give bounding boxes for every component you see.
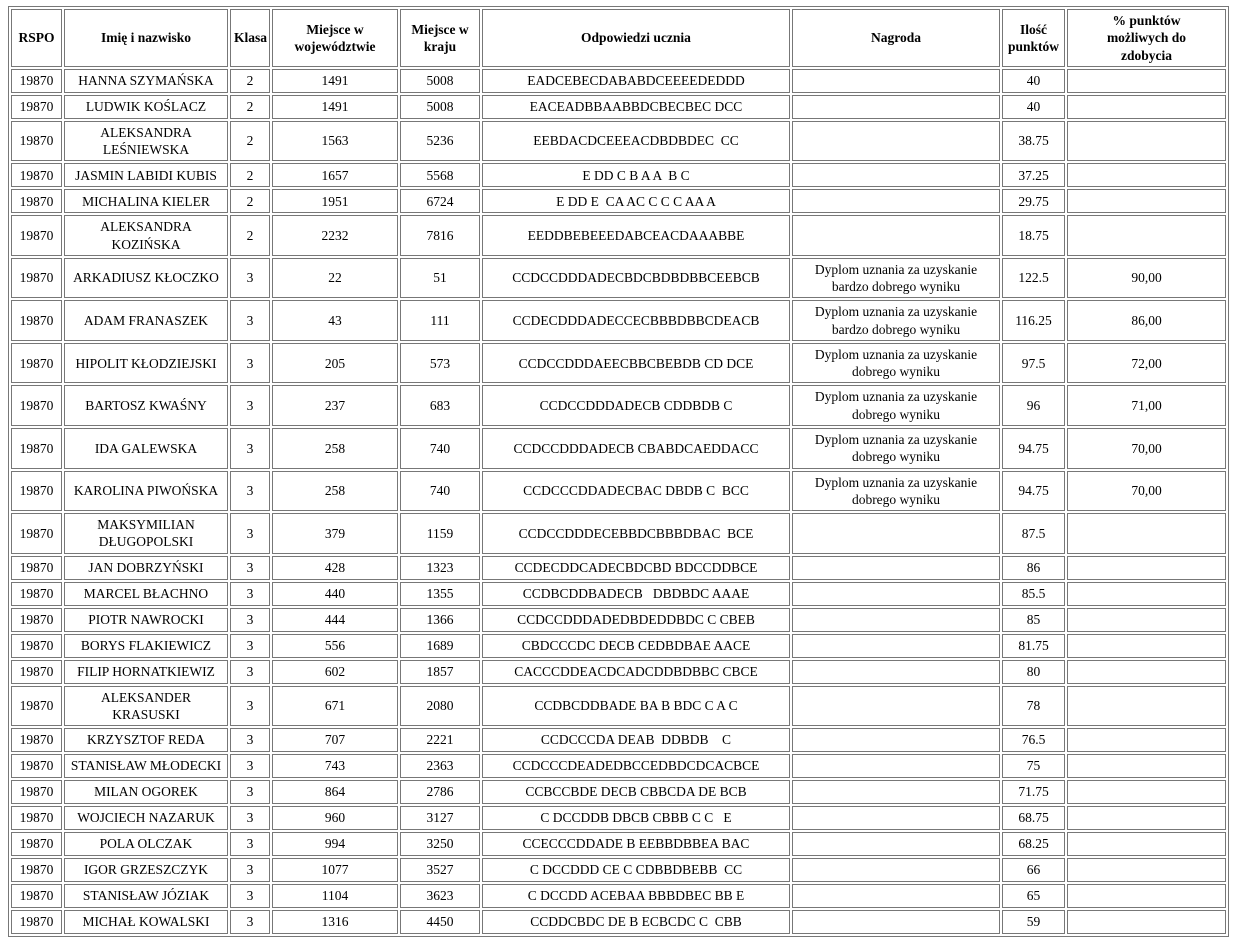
cell-percent <box>1067 582 1226 606</box>
cell-rspo: 19870 <box>11 428 62 469</box>
cell-points: 65 <box>1002 884 1065 908</box>
cell-rspo: 19870 <box>11 189 62 213</box>
cell-rspo: 19870 <box>11 686 62 727</box>
cell-points: 85 <box>1002 608 1065 632</box>
cell-rspo: 19870 <box>11 806 62 830</box>
cell-place-voivodeship: 440 <box>272 582 398 606</box>
table-body <box>11 69 1226 934</box>
cell-points: 18.75 <box>1002 215 1065 256</box>
cell-rspo: 19870 <box>11 300 62 341</box>
cell-points: 76.5 <box>1002 728 1065 752</box>
cell-class: 3 <box>230 343 270 384</box>
cell-percent <box>1067 754 1226 778</box>
cell-answers: CCDDCBDC DE B ECBCDC C CBB <box>482 910 790 934</box>
cell-rspo: 19870 <box>11 754 62 778</box>
header-cell-points: Ilość punktów <box>1002 9 1065 67</box>
cell-place-country: 5568 <box>400 163 480 187</box>
cell-place-voivodeship: 428 <box>272 556 398 580</box>
cell-class: 3 <box>230 428 270 469</box>
cell-name: ALEKSANDER KRASUSKI <box>64 686 228 727</box>
cell-percent <box>1067 69 1226 93</box>
table-row <box>11 910 1226 934</box>
table-row <box>11 754 1226 778</box>
cell-rspo: 19870 <box>11 634 62 658</box>
cell-answers: CCDCCDDDADECBDCBDBDBBCEEBCB <box>482 258 790 299</box>
cell-points: 94.75 <box>1002 471 1065 512</box>
cell-award <box>792 163 1000 187</box>
cell-award <box>792 910 1000 934</box>
cell-percent <box>1067 163 1226 187</box>
cell-award <box>792 728 1000 752</box>
cell-rspo: 19870 <box>11 163 62 187</box>
cell-award: Dyplom uznania za uzyskanie dobrego wyniku <box>792 343 1000 384</box>
cell-class: 3 <box>230 608 270 632</box>
cell-award <box>792 832 1000 856</box>
cell-answers: CCDBCDDBADECB DBDBDC AAAE <box>482 582 790 606</box>
cell-points: 38.75 <box>1002 121 1065 162</box>
header-cell-place-country: Miejsce w kraju <box>400 9 480 67</box>
cell-rspo: 19870 <box>11 215 62 256</box>
cell-place-country: 6724 <box>400 189 480 213</box>
cell-place-country: 5008 <box>400 95 480 119</box>
cell-award <box>792 806 1000 830</box>
table-row <box>11 471 1226 512</box>
cell-place-country: 740 <box>400 471 480 512</box>
header-cell-rspo: RSPO <box>11 9 62 67</box>
cell-class: 3 <box>230 754 270 778</box>
cell-place-voivodeship: 602 <box>272 660 398 684</box>
cell-answers: E DD C B A A B C <box>482 163 790 187</box>
table-row <box>11 163 1226 187</box>
cell-place-country: 4450 <box>400 910 480 934</box>
cell-place-voivodeship: 707 <box>272 728 398 752</box>
cell-place-country: 683 <box>400 385 480 426</box>
cell-points: 85.5 <box>1002 582 1065 606</box>
cell-points: 59 <box>1002 910 1065 934</box>
cell-rspo: 19870 <box>11 832 62 856</box>
cell-answers: CCDCCDDDADECB CDDBDB C <box>482 385 790 426</box>
cell-points: 116.25 <box>1002 300 1065 341</box>
cell-place-voivodeship: 1104 <box>272 884 398 908</box>
cell-points: 40 <box>1002 95 1065 119</box>
cell-percent <box>1067 686 1226 727</box>
cell-award: Dyplom uznania za uzyskanie dobrego wyniku <box>792 428 1000 469</box>
cell-place-voivodeship: 2232 <box>272 215 398 256</box>
cell-percent <box>1067 660 1226 684</box>
cell-name: IGOR GRZESZCZYK <box>64 858 228 882</box>
cell-award <box>792 780 1000 804</box>
cell-points: 87.5 <box>1002 513 1065 554</box>
cell-place-country: 1355 <box>400 582 480 606</box>
cell-rspo: 19870 <box>11 95 62 119</box>
cell-rspo: 19870 <box>11 858 62 882</box>
cell-answers: C DCCDD ACEBAA BBBDBEC BB E <box>482 884 790 908</box>
cell-points: 40 <box>1002 69 1065 93</box>
cell-name: ALEKSANDRA LEŚNIEWSKA <box>64 121 228 162</box>
cell-percent <box>1067 832 1226 856</box>
cell-points: 68.25 <box>1002 832 1065 856</box>
cell-class: 3 <box>230 582 270 606</box>
cell-name: LUDWIK KOŚLACZ <box>64 95 228 119</box>
cell-percent <box>1067 634 1226 658</box>
cell-place-country: 1366 <box>400 608 480 632</box>
cell-place-country: 7816 <box>400 215 480 256</box>
cell-place-voivodeship: 43 <box>272 300 398 341</box>
cell-percent <box>1067 121 1226 162</box>
cell-rspo: 19870 <box>11 728 62 752</box>
cell-place-country: 3127 <box>400 806 480 830</box>
cell-place-country: 3250 <box>400 832 480 856</box>
cell-award <box>792 754 1000 778</box>
cell-place-country: 51 <box>400 258 480 299</box>
cell-name: STANISŁAW MŁODECKI <box>64 754 228 778</box>
cell-rspo: 19870 <box>11 780 62 804</box>
cell-points: 122.5 <box>1002 258 1065 299</box>
cell-name: KRZYSZTOF REDA <box>64 728 228 752</box>
cell-answers: EEDDBEBEEEDABCEACDAAABBE <box>482 215 790 256</box>
cell-name: BARTOSZ KWAŚNY <box>64 385 228 426</box>
cell-place-voivodeship: 444 <box>272 608 398 632</box>
table-row <box>11 385 1226 426</box>
cell-answers: CCECCCDDADE B EEBBDBBEA BAC <box>482 832 790 856</box>
cell-points: 86 <box>1002 556 1065 580</box>
cell-place-country: 1323 <box>400 556 480 580</box>
table-row <box>11 343 1226 384</box>
table-row <box>11 513 1226 554</box>
cell-percent <box>1067 556 1226 580</box>
cell-answers: CCBCCBDE DECB CBBCDA DE BCB <box>482 780 790 804</box>
cell-rspo: 19870 <box>11 582 62 606</box>
cell-answers: C DCCDDD CE C CDBBDBEBB CC <box>482 858 790 882</box>
cell-award <box>792 121 1000 162</box>
cell-answers: EEBDACDCEEEACDBDBDEC CC <box>482 121 790 162</box>
cell-rspo: 19870 <box>11 121 62 162</box>
cell-place-country: 3527 <box>400 858 480 882</box>
cell-percent <box>1067 215 1226 256</box>
cell-percent <box>1067 780 1226 804</box>
header-cell-percent: % punktów możliwych do zdobycia <box>1067 9 1226 67</box>
table-row <box>11 121 1226 162</box>
cell-answers: CCDCCCDEADEDBCCEDBDCDCACBCE <box>482 754 790 778</box>
cell-answers: CCDCCDDDADECB CBABDCAEDDACC <box>482 428 790 469</box>
cell-name: ALEKSANDRA KOZIŃSKA <box>64 215 228 256</box>
cell-rspo: 19870 <box>11 471 62 512</box>
cell-percent: 72,00 <box>1067 343 1226 384</box>
cell-place-voivodeship: 22 <box>272 258 398 299</box>
table-row <box>11 582 1226 606</box>
cell-award: Dyplom uznania za uzyskanie bardzo dobrego wyniku <box>792 258 1000 299</box>
table-row <box>11 189 1226 213</box>
cell-percent <box>1067 513 1226 554</box>
cell-class: 3 <box>230 660 270 684</box>
cell-class: 2 <box>230 189 270 213</box>
cell-class: 3 <box>230 910 270 934</box>
cell-award <box>792 582 1000 606</box>
cell-percent: 70,00 <box>1067 471 1226 512</box>
cell-answers: CCDECDDCADECBDCBD BDCCDDBCE <box>482 556 790 580</box>
cell-name: MICHAŁ KOWALSKI <box>64 910 228 934</box>
cell-answers: EADCEBECDABABDCEEEEDEDDD <box>482 69 790 93</box>
cell-rspo: 19870 <box>11 608 62 632</box>
cell-place-country: 1857 <box>400 660 480 684</box>
cell-place-country: 2080 <box>400 686 480 727</box>
cell-place-voivodeship: 1951 <box>272 189 398 213</box>
cell-name: MILAN OGOREK <box>64 780 228 804</box>
table-row <box>11 686 1226 727</box>
cell-class: 3 <box>230 513 270 554</box>
cell-class: 2 <box>230 163 270 187</box>
cell-rspo: 19870 <box>11 556 62 580</box>
cell-percent <box>1067 608 1226 632</box>
cell-name: WOJCIECH NAZARUK <box>64 806 228 830</box>
header-cell-award: Nagroda <box>792 9 1000 67</box>
cell-percent <box>1067 189 1226 213</box>
cell-class: 3 <box>230 832 270 856</box>
cell-class: 3 <box>230 258 270 299</box>
cell-class: 3 <box>230 780 270 804</box>
cell-class: 2 <box>230 215 270 256</box>
cell-answers: CCDCCCDA DEAB DDBDB C <box>482 728 790 752</box>
cell-class: 3 <box>230 385 270 426</box>
cell-place-voivodeship: 1077 <box>272 858 398 882</box>
cell-place-country: 5008 <box>400 69 480 93</box>
cell-place-voivodeship: 1491 <box>272 69 398 93</box>
cell-place-voivodeship: 379 <box>272 513 398 554</box>
cell-rspo: 19870 <box>11 385 62 426</box>
cell-answers: CBDCCCDC DECB CEDBDBAE AACE <box>482 634 790 658</box>
cell-points: 96 <box>1002 385 1065 426</box>
cell-name: POLA OLCZAK <box>64 832 228 856</box>
table-row <box>11 300 1226 341</box>
cell-percent <box>1067 910 1226 934</box>
cell-place-voivodeship: 994 <box>272 832 398 856</box>
cell-rspo: 19870 <box>11 910 62 934</box>
cell-class: 3 <box>230 634 270 658</box>
cell-award <box>792 660 1000 684</box>
cell-place-voivodeship: 205 <box>272 343 398 384</box>
cell-name: HANNA SZYMAŃSKA <box>64 69 228 93</box>
cell-points: 97.5 <box>1002 343 1065 384</box>
cell-answers: CCDECDDDADECCECBBBDBBCDEACB <box>482 300 790 341</box>
cell-answers: CCDCCDDDECEBBDCBBBDBAC BCE <box>482 513 790 554</box>
cell-name: MARCEL BŁACHNO <box>64 582 228 606</box>
table-row <box>11 728 1226 752</box>
header-cell-name: Imię i nazwisko <box>64 9 228 67</box>
cell-class: 3 <box>230 556 270 580</box>
cell-name: MICHALINA KIELER <box>64 189 228 213</box>
cell-award <box>792 513 1000 554</box>
table-row <box>11 215 1226 256</box>
cell-points: 75 <box>1002 754 1065 778</box>
header-cell-answers: Odpowiedzi ucznia <box>482 9 790 67</box>
cell-award: Dyplom uznania za uzyskanie dobrego wyniku <box>792 471 1000 512</box>
cell-percent: 71,00 <box>1067 385 1226 426</box>
cell-award: Dyplom uznania za uzyskanie dobrego wyniku <box>792 385 1000 426</box>
cell-award <box>792 634 1000 658</box>
cell-rspo: 19870 <box>11 884 62 908</box>
cell-award <box>792 69 1000 93</box>
cell-answers: C DCCDDB DBCB CBBB C C E <box>482 806 790 830</box>
table-row <box>11 608 1226 632</box>
table-row <box>11 69 1226 93</box>
cell-class: 3 <box>230 884 270 908</box>
header-cell-place-voivodeship: Miejsce w województwie <box>272 9 398 67</box>
cell-rspo: 19870 <box>11 258 62 299</box>
cell-name: MAKSYMILIAN DŁUGOPOLSKI <box>64 513 228 554</box>
cell-points: 94.75 <box>1002 428 1065 469</box>
cell-answers: CCDBCDDBADE BA B BDC C A C <box>482 686 790 727</box>
cell-place-country: 5236 <box>400 121 480 162</box>
header-row <box>11 9 1226 67</box>
cell-place-country: 1689 <box>400 634 480 658</box>
cell-award <box>792 686 1000 727</box>
cell-place-voivodeship: 258 <box>272 471 398 512</box>
cell-place-country: 3623 <box>400 884 480 908</box>
cell-percent <box>1067 858 1226 882</box>
table-row <box>11 832 1226 856</box>
cell-rspo: 19870 <box>11 513 62 554</box>
cell-points: 80 <box>1002 660 1065 684</box>
table-row <box>11 428 1226 469</box>
cell-percent <box>1067 806 1226 830</box>
cell-name: PIOTR NAWROCKI <box>64 608 228 632</box>
cell-answers: CACCCDDEACDCADCDDBDBBC CBCE <box>482 660 790 684</box>
cell-answers: E DD E CA AC C C C AA A <box>482 189 790 213</box>
cell-name: ARKADIUSZ KŁOCZKO <box>64 258 228 299</box>
cell-place-voivodeship: 960 <box>272 806 398 830</box>
results-table <box>8 6 1229 937</box>
cell-place-voivodeship: 1563 <box>272 121 398 162</box>
cell-points: 29.75 <box>1002 189 1065 213</box>
cell-award <box>792 95 1000 119</box>
header-cell-class: Klasa <box>230 9 270 67</box>
cell-award <box>792 858 1000 882</box>
cell-name: STANISŁAW JÓZIAK <box>64 884 228 908</box>
cell-answers: CCDCCDDDAEECBBCBEBDB CD DCE <box>482 343 790 384</box>
cell-award <box>792 556 1000 580</box>
cell-class: 3 <box>230 806 270 830</box>
cell-name: ADAM FRANASZEK <box>64 300 228 341</box>
cell-class: 2 <box>230 69 270 93</box>
cell-name: KAROLINA PIWOŃSKA <box>64 471 228 512</box>
cell-class: 3 <box>230 300 270 341</box>
cell-class: 2 <box>230 95 270 119</box>
table-header <box>11 9 1226 67</box>
cell-class: 3 <box>230 858 270 882</box>
cell-name: BORYS FLAKIEWICZ <box>64 634 228 658</box>
cell-class: 3 <box>230 471 270 512</box>
cell-name: JAN DOBRZYŃSKI <box>64 556 228 580</box>
cell-answers: CCDCCDDDADEDBDEDDBDC C CBEB <box>482 608 790 632</box>
table-row <box>11 858 1226 882</box>
cell-percent: 70,00 <box>1067 428 1226 469</box>
table-row <box>11 806 1226 830</box>
table-row <box>11 258 1226 299</box>
cell-points: 78 <box>1002 686 1065 727</box>
cell-percent <box>1067 728 1226 752</box>
cell-name: HIPOLIT KŁODZIEJSKI <box>64 343 228 384</box>
cell-name: IDA GALEWSKA <box>64 428 228 469</box>
cell-name: JASMIN LABIDI KUBIS <box>64 163 228 187</box>
cell-name: FILIP HORNATKIEWIZ <box>64 660 228 684</box>
cell-place-country: 2221 <box>400 728 480 752</box>
cell-place-voivodeship: 556 <box>272 634 398 658</box>
cell-place-country: 2363 <box>400 754 480 778</box>
cell-award: Dyplom uznania za uzyskanie bardzo dobrego wyniku <box>792 300 1000 341</box>
cell-points: 71.75 <box>1002 780 1065 804</box>
cell-place-voivodeship: 237 <box>272 385 398 426</box>
cell-percent: 90,00 <box>1067 258 1226 299</box>
cell-class: 3 <box>230 728 270 752</box>
cell-rspo: 19870 <box>11 69 62 93</box>
cell-place-voivodeship: 743 <box>272 754 398 778</box>
table-row <box>11 95 1226 119</box>
cell-place-country: 740 <box>400 428 480 469</box>
cell-rspo: 19870 <box>11 660 62 684</box>
table-row <box>11 884 1226 908</box>
cell-percent: 86,00 <box>1067 300 1226 341</box>
cell-place-country: 1159 <box>400 513 480 554</box>
cell-answers: CCDCCCDDADECBAC DBDB C BCC <box>482 471 790 512</box>
table-row <box>11 780 1226 804</box>
cell-place-voivodeship: 1657 <box>272 163 398 187</box>
cell-award <box>792 215 1000 256</box>
cell-award <box>792 884 1000 908</box>
cell-award <box>792 189 1000 213</box>
cell-award <box>792 608 1000 632</box>
cell-points: 81.75 <box>1002 634 1065 658</box>
table-row <box>11 660 1226 684</box>
table-row <box>11 556 1226 580</box>
cell-percent <box>1067 884 1226 908</box>
cell-place-voivodeship: 1491 <box>272 95 398 119</box>
cell-class: 3 <box>230 686 270 727</box>
cell-place-country: 111 <box>400 300 480 341</box>
cell-points: 66 <box>1002 858 1065 882</box>
cell-place-country: 573 <box>400 343 480 384</box>
cell-place-voivodeship: 1316 <box>272 910 398 934</box>
table-row <box>11 634 1226 658</box>
cell-place-voivodeship: 671 <box>272 686 398 727</box>
cell-place-country: 2786 <box>400 780 480 804</box>
cell-percent <box>1067 95 1226 119</box>
cell-answers: EACEADBBAABBDCBECBEC DCC <box>482 95 790 119</box>
cell-points: 37.25 <box>1002 163 1065 187</box>
cell-class: 2 <box>230 121 270 162</box>
cell-place-voivodeship: 258 <box>272 428 398 469</box>
cell-rspo: 19870 <box>11 343 62 384</box>
cell-points: 68.75 <box>1002 806 1065 830</box>
cell-place-voivodeship: 864 <box>272 780 398 804</box>
